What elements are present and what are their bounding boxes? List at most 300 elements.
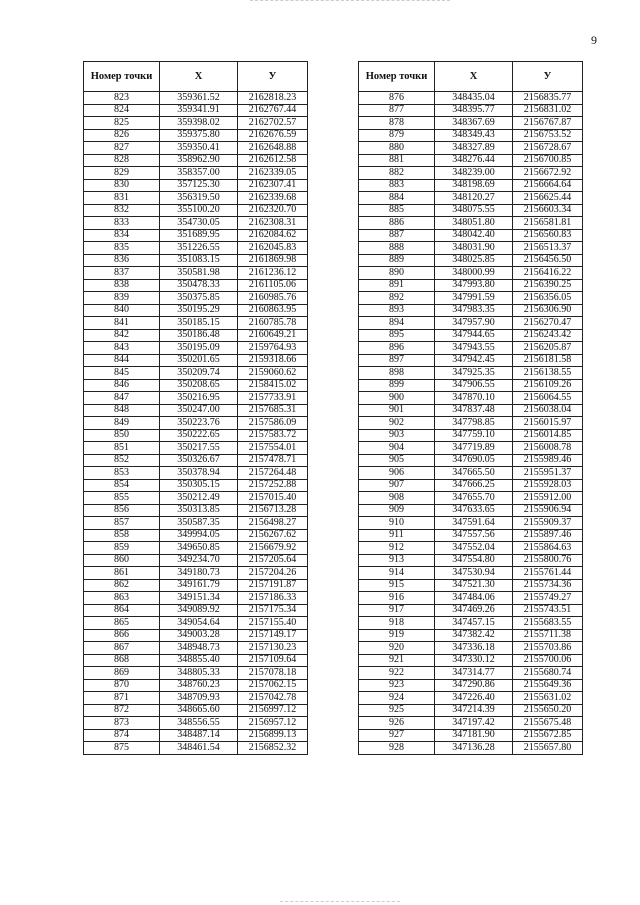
cell-x: 351226.55 bbox=[160, 242, 238, 255]
cell-x: 348000.99 bbox=[435, 267, 513, 280]
cell-point-number: 846 bbox=[84, 379, 160, 392]
cell-point-number: 824 bbox=[84, 104, 160, 117]
cell-y: 2156306.90 bbox=[513, 304, 583, 317]
cell-x: 347837.48 bbox=[435, 404, 513, 417]
cell-x: 348665.60 bbox=[160, 704, 238, 717]
cell-x: 350478.33 bbox=[160, 279, 238, 292]
table-row bbox=[359, 329, 583, 342]
cell-y: 2160785.78 bbox=[238, 317, 308, 330]
cell-point-number: 877 bbox=[359, 104, 435, 117]
cell-point-number: 842 bbox=[84, 329, 160, 342]
cell-point-number: 911 bbox=[359, 529, 435, 542]
cell-x: 359361.52 bbox=[160, 92, 238, 105]
cell-point-number: 876 bbox=[359, 92, 435, 105]
cell-point-number: 854 bbox=[84, 479, 160, 492]
cell-x: 350185.15 bbox=[160, 317, 238, 330]
cell-y: 2155989.46 bbox=[513, 454, 583, 467]
cell-x: 348025.85 bbox=[435, 254, 513, 267]
table-row bbox=[84, 479, 308, 492]
page-number: 9 bbox=[591, 33, 597, 47]
cell-x: 348042.40 bbox=[435, 229, 513, 242]
cell-y: 2160863.95 bbox=[238, 304, 308, 317]
cell-point-number: 914 bbox=[359, 567, 435, 580]
table-row bbox=[84, 442, 308, 455]
table-row bbox=[84, 454, 308, 467]
table-row bbox=[84, 629, 308, 642]
cell-y: 2157175.34 bbox=[238, 604, 308, 617]
cell-point-number: 872 bbox=[84, 704, 160, 717]
cell-y: 2162308.31 bbox=[238, 217, 308, 230]
cell-point-number: 899 bbox=[359, 379, 435, 392]
table-row bbox=[84, 304, 308, 317]
table-row bbox=[359, 179, 583, 192]
cell-y: 2156997.12 bbox=[238, 704, 308, 717]
header-x: X bbox=[435, 62, 513, 92]
cell-y: 2157204.26 bbox=[238, 567, 308, 580]
cell-x: 348855.40 bbox=[160, 654, 238, 667]
table-row bbox=[359, 579, 583, 592]
cell-point-number: 873 bbox=[84, 717, 160, 730]
table-row bbox=[84, 92, 308, 105]
cell-y: 2156181.58 bbox=[513, 354, 583, 367]
cell-y: 2157042.78 bbox=[238, 692, 308, 705]
cell-y: 2157186.33 bbox=[238, 592, 308, 605]
cell-point-number: 861 bbox=[84, 567, 160, 580]
cell-x: 348276.44 bbox=[435, 154, 513, 167]
table-row bbox=[359, 692, 583, 705]
cell-x: 350587.35 bbox=[160, 517, 238, 530]
table-row bbox=[359, 154, 583, 167]
table-row bbox=[84, 654, 308, 667]
table-header-row bbox=[359, 62, 583, 92]
cell-y: 2155912.00 bbox=[513, 492, 583, 505]
cell-y: 2157733.91 bbox=[238, 392, 308, 405]
cell-x: 348395.77 bbox=[435, 104, 513, 117]
cell-y: 2155680.74 bbox=[513, 667, 583, 680]
table-row bbox=[84, 704, 308, 717]
cell-y: 2156753.52 bbox=[513, 129, 583, 142]
cell-y: 2162612.58 bbox=[238, 154, 308, 167]
cell-y: 2156243.42 bbox=[513, 329, 583, 342]
cell-x: 347690.05 bbox=[435, 454, 513, 467]
cell-point-number: 898 bbox=[359, 367, 435, 380]
table-row bbox=[359, 254, 583, 267]
cell-point-number: 840 bbox=[84, 304, 160, 317]
cell-point-number: 857 bbox=[84, 517, 160, 530]
table-row bbox=[359, 417, 583, 430]
cell-x: 350195.09 bbox=[160, 342, 238, 355]
cell-x: 348367.69 bbox=[435, 117, 513, 130]
cell-y: 2162648.88 bbox=[238, 142, 308, 155]
cell-x: 347336.18 bbox=[435, 642, 513, 655]
table-row bbox=[359, 604, 583, 617]
cell-y: 2162084.62 bbox=[238, 229, 308, 242]
cell-x: 349994.05 bbox=[160, 529, 238, 542]
cell-y: 2157478.71 bbox=[238, 454, 308, 467]
cell-y: 2155897.46 bbox=[513, 529, 583, 542]
cell-point-number: 858 bbox=[84, 529, 160, 542]
cell-point-number: 825 bbox=[84, 117, 160, 130]
cell-x: 351689.95 bbox=[160, 229, 238, 242]
cell-y: 2156957.12 bbox=[238, 717, 308, 730]
table-row bbox=[359, 404, 583, 417]
cell-point-number: 835 bbox=[84, 242, 160, 255]
cell-x: 348120.27 bbox=[435, 192, 513, 205]
cell-y: 2156679.92 bbox=[238, 542, 308, 555]
cell-point-number: 882 bbox=[359, 167, 435, 180]
header-x: X bbox=[160, 62, 238, 92]
scan-artifact-top bbox=[250, 0, 450, 3]
cell-point-number: 836 bbox=[84, 254, 160, 267]
cell-point-number: 903 bbox=[359, 429, 435, 442]
cell-y: 2156015.97 bbox=[513, 417, 583, 430]
cell-y: 2156625.44 bbox=[513, 192, 583, 205]
cell-x: 347666.25 bbox=[435, 479, 513, 492]
cell-x: 349003.28 bbox=[160, 629, 238, 642]
cell-point-number: 844 bbox=[84, 354, 160, 367]
table-row bbox=[359, 642, 583, 655]
table-row bbox=[84, 154, 308, 167]
cell-y: 2156767.87 bbox=[513, 117, 583, 130]
table-row bbox=[359, 379, 583, 392]
cell-x: 350222.65 bbox=[160, 429, 238, 442]
cell-point-number: 856 bbox=[84, 504, 160, 517]
cell-y: 2157586.09 bbox=[238, 417, 308, 430]
table-body-left bbox=[84, 92, 308, 755]
table-row bbox=[84, 354, 308, 367]
cell-x: 348051.80 bbox=[435, 217, 513, 230]
cell-y: 2156700.85 bbox=[513, 154, 583, 167]
cell-point-number: 855 bbox=[84, 492, 160, 505]
cell-x: 347181.90 bbox=[435, 729, 513, 742]
cell-y: 2155909.37 bbox=[513, 517, 583, 530]
cell-point-number: 852 bbox=[84, 454, 160, 467]
cell-x: 347226.40 bbox=[435, 692, 513, 705]
cell-x: 350378.94 bbox=[160, 467, 238, 480]
table-row bbox=[359, 342, 583, 355]
table-row bbox=[359, 517, 583, 530]
cell-point-number: 917 bbox=[359, 604, 435, 617]
cell-y: 2162307.41 bbox=[238, 179, 308, 192]
table-row bbox=[84, 254, 308, 267]
cell-y: 2158415.02 bbox=[238, 379, 308, 392]
cell-y: 2157155.40 bbox=[238, 617, 308, 630]
cell-y: 2157252.88 bbox=[238, 479, 308, 492]
table-row bbox=[359, 317, 583, 330]
cell-y: 2155749.27 bbox=[513, 592, 583, 605]
table-row bbox=[84, 592, 308, 605]
cell-point-number: 864 bbox=[84, 604, 160, 617]
cell-x: 359398.02 bbox=[160, 117, 238, 130]
table-row bbox=[359, 192, 583, 205]
cell-point-number: 826 bbox=[84, 129, 160, 142]
table-row bbox=[359, 204, 583, 217]
cell-y: 2157191.87 bbox=[238, 579, 308, 592]
cell-point-number: 834 bbox=[84, 229, 160, 242]
cell-y: 2157583.72 bbox=[238, 429, 308, 442]
cell-x: 347993.80 bbox=[435, 279, 513, 292]
cell-x: 358962.90 bbox=[160, 154, 238, 167]
table-row bbox=[359, 717, 583, 730]
cell-y: 2159764.93 bbox=[238, 342, 308, 355]
cell-point-number: 839 bbox=[84, 292, 160, 305]
cell-y: 2157205.64 bbox=[238, 554, 308, 567]
cell-point-number: 838 bbox=[84, 279, 160, 292]
cell-x: 347552.04 bbox=[435, 542, 513, 555]
table-row bbox=[359, 279, 583, 292]
cell-x: 348461.54 bbox=[160, 742, 238, 755]
table-row bbox=[84, 717, 308, 730]
cell-point-number: 853 bbox=[84, 467, 160, 480]
table-row bbox=[84, 129, 308, 142]
cell-point-number: 880 bbox=[359, 142, 435, 155]
table-row bbox=[84, 517, 308, 530]
cell-x: 347530.94 bbox=[435, 567, 513, 580]
table-row bbox=[359, 679, 583, 692]
cell-point-number: 870 bbox=[84, 679, 160, 692]
cell-y: 2155700.06 bbox=[513, 654, 583, 667]
cell-y: 2156498.27 bbox=[238, 517, 308, 530]
table-row bbox=[84, 604, 308, 617]
cell-y: 2162045.83 bbox=[238, 242, 308, 255]
cell-point-number: 865 bbox=[84, 617, 160, 630]
cell-x: 350186.48 bbox=[160, 329, 238, 342]
table-row bbox=[84, 104, 308, 117]
cell-x: 347991.59 bbox=[435, 292, 513, 305]
cell-y: 2157078.18 bbox=[238, 667, 308, 680]
cell-x: 347906.55 bbox=[435, 379, 513, 392]
table-row bbox=[359, 542, 583, 555]
scan-artifact-bottom bbox=[280, 901, 400, 903]
cell-point-number: 874 bbox=[84, 729, 160, 742]
cell-x: 356319.50 bbox=[160, 192, 238, 205]
cell-point-number: 841 bbox=[84, 317, 160, 330]
table-row bbox=[84, 642, 308, 655]
table-row bbox=[359, 229, 583, 242]
table-row bbox=[359, 292, 583, 305]
table-row bbox=[359, 104, 583, 117]
header-point-number: Номер точки bbox=[359, 62, 435, 92]
cell-x: 349180.73 bbox=[160, 567, 238, 580]
cell-y: 2155951.37 bbox=[513, 467, 583, 480]
table-row bbox=[359, 304, 583, 317]
cell-point-number: 881 bbox=[359, 154, 435, 167]
cell-x: 347798.85 bbox=[435, 417, 513, 430]
cell-y: 2161869.98 bbox=[238, 254, 308, 267]
cell-x: 347655.70 bbox=[435, 492, 513, 505]
table-row bbox=[359, 592, 583, 605]
cell-x: 347957.90 bbox=[435, 317, 513, 330]
cell-x: 347469.26 bbox=[435, 604, 513, 617]
table-row bbox=[84, 567, 308, 580]
table-row bbox=[84, 742, 308, 755]
cell-y: 2157554.01 bbox=[238, 442, 308, 455]
table-row bbox=[84, 204, 308, 217]
cell-point-number: 869 bbox=[84, 667, 160, 680]
cell-y: 2156014.85 bbox=[513, 429, 583, 442]
table-row bbox=[359, 367, 583, 380]
cell-x: 347314.77 bbox=[435, 667, 513, 680]
cell-x: 349161.79 bbox=[160, 579, 238, 592]
cell-point-number: 888 bbox=[359, 242, 435, 255]
table-row bbox=[359, 117, 583, 130]
cell-y: 2157015.40 bbox=[238, 492, 308, 505]
table-row bbox=[84, 429, 308, 442]
cell-x: 347925.35 bbox=[435, 367, 513, 380]
cell-y: 2156664.64 bbox=[513, 179, 583, 192]
cell-y: 2155649.36 bbox=[513, 679, 583, 692]
table-body-right bbox=[359, 92, 583, 755]
cell-x: 348709.93 bbox=[160, 692, 238, 705]
cell-y: 2162339.68 bbox=[238, 192, 308, 205]
cell-point-number: 887 bbox=[359, 229, 435, 242]
table-row bbox=[84, 179, 308, 192]
cell-x: 355100.20 bbox=[160, 204, 238, 217]
cell-x: 350581.98 bbox=[160, 267, 238, 280]
table-row bbox=[359, 217, 583, 230]
cell-point-number: 845 bbox=[84, 367, 160, 380]
cell-x: 347942.45 bbox=[435, 354, 513, 367]
cell-x: 347382.42 bbox=[435, 629, 513, 642]
cell-y: 2159318.66 bbox=[238, 354, 308, 367]
cell-y: 2155672.85 bbox=[513, 729, 583, 742]
table-row bbox=[359, 242, 583, 255]
cell-x: 348075.55 bbox=[435, 204, 513, 217]
cell-y: 2155703.86 bbox=[513, 642, 583, 655]
cell-y: 2157264.48 bbox=[238, 467, 308, 480]
cell-point-number: 907 bbox=[359, 479, 435, 492]
table-row bbox=[84, 367, 308, 380]
cell-y: 2156038.04 bbox=[513, 404, 583, 417]
table-row bbox=[84, 142, 308, 155]
table-row bbox=[359, 704, 583, 717]
cell-x: 347665.50 bbox=[435, 467, 513, 480]
cell-y: 2157062.15 bbox=[238, 679, 308, 692]
cell-point-number: 913 bbox=[359, 554, 435, 567]
cell-point-number: 850 bbox=[84, 429, 160, 442]
cell-x: 350326.67 bbox=[160, 454, 238, 467]
cell-x: 348349.43 bbox=[435, 129, 513, 142]
table-row bbox=[359, 504, 583, 517]
cell-point-number: 831 bbox=[84, 192, 160, 205]
cell-x: 347214.39 bbox=[435, 704, 513, 717]
table-row bbox=[359, 742, 583, 755]
cell-point-number: 884 bbox=[359, 192, 435, 205]
cell-x: 348239.00 bbox=[435, 167, 513, 180]
cell-point-number: 896 bbox=[359, 342, 435, 355]
cell-y: 2156416.22 bbox=[513, 267, 583, 280]
cell-point-number: 889 bbox=[359, 254, 435, 267]
cell-x: 348556.55 bbox=[160, 717, 238, 730]
cell-y: 2156008.78 bbox=[513, 442, 583, 455]
cell-point-number: 901 bbox=[359, 404, 435, 417]
cell-point-number: 897 bbox=[359, 354, 435, 367]
table-row bbox=[84, 167, 308, 180]
cell-point-number: 924 bbox=[359, 692, 435, 705]
cell-y: 2155800.76 bbox=[513, 554, 583, 567]
cell-point-number: 827 bbox=[84, 142, 160, 155]
cell-x: 349650.85 bbox=[160, 542, 238, 555]
cell-x: 348948.73 bbox=[160, 642, 238, 655]
cell-point-number: 829 bbox=[84, 167, 160, 180]
cell-x: 349089.92 bbox=[160, 604, 238, 617]
table-row bbox=[84, 404, 308, 417]
cell-x: 349151.34 bbox=[160, 592, 238, 605]
cell-x: 350223.76 bbox=[160, 417, 238, 430]
cell-point-number: 833 bbox=[84, 217, 160, 230]
cell-point-number: 886 bbox=[359, 217, 435, 230]
cell-x: 350305.15 bbox=[160, 479, 238, 492]
cell-point-number: 883 bbox=[359, 179, 435, 192]
cell-y: 2162676.59 bbox=[238, 129, 308, 142]
cell-x: 347759.10 bbox=[435, 429, 513, 442]
table-row bbox=[84, 392, 308, 405]
cell-x: 347554.80 bbox=[435, 554, 513, 567]
cell-point-number: 879 bbox=[359, 129, 435, 142]
cell-point-number: 923 bbox=[359, 679, 435, 692]
cell-x: 348327.89 bbox=[435, 142, 513, 155]
cell-point-number: 906 bbox=[359, 467, 435, 480]
cell-point-number: 871 bbox=[84, 692, 160, 705]
cell-y: 2161105.06 bbox=[238, 279, 308, 292]
cell-x: 350212.49 bbox=[160, 492, 238, 505]
cell-x: 347591.64 bbox=[435, 517, 513, 530]
table-row bbox=[84, 504, 308, 517]
cell-point-number: 847 bbox=[84, 392, 160, 405]
cell-y: 2162767.44 bbox=[238, 104, 308, 117]
cell-point-number: 905 bbox=[359, 454, 435, 467]
cell-x: 350195.29 bbox=[160, 304, 238, 317]
cell-x: 350209.74 bbox=[160, 367, 238, 380]
table-row bbox=[359, 267, 583, 280]
cell-point-number: 823 bbox=[84, 92, 160, 105]
cell-y: 2156356.05 bbox=[513, 292, 583, 305]
cell-x: 348435.04 bbox=[435, 92, 513, 105]
cell-y: 2155761.44 bbox=[513, 567, 583, 580]
table-row bbox=[359, 567, 583, 580]
cell-point-number: 878 bbox=[359, 117, 435, 130]
cell-x: 354730.05 bbox=[160, 217, 238, 230]
table-row bbox=[359, 654, 583, 667]
cell-point-number: 828 bbox=[84, 154, 160, 167]
cell-point-number: 916 bbox=[359, 592, 435, 605]
table-row bbox=[84, 379, 308, 392]
cell-point-number: 859 bbox=[84, 542, 160, 555]
table-row bbox=[84, 192, 308, 205]
cell-y: 2162320.70 bbox=[238, 204, 308, 217]
cell-y: 2156205.87 bbox=[513, 342, 583, 355]
cell-point-number: 894 bbox=[359, 317, 435, 330]
cell-x: 358357.00 bbox=[160, 167, 238, 180]
cell-y: 2156560.83 bbox=[513, 229, 583, 242]
cell-x: 347484.06 bbox=[435, 592, 513, 605]
cell-x: 347557.56 bbox=[435, 529, 513, 542]
cell-x: 349054.64 bbox=[160, 617, 238, 630]
table-header-row bbox=[84, 62, 308, 92]
cell-y: 2160649.21 bbox=[238, 329, 308, 342]
cell-point-number: 909 bbox=[359, 504, 435, 517]
cell-y: 2162339.05 bbox=[238, 167, 308, 180]
cell-y: 2156064.55 bbox=[513, 392, 583, 405]
cell-y: 2156513.37 bbox=[513, 242, 583, 255]
cell-point-number: 843 bbox=[84, 342, 160, 355]
cell-y: 2155711.38 bbox=[513, 629, 583, 642]
header-y: У bbox=[238, 62, 308, 92]
cell-point-number: 890 bbox=[359, 267, 435, 280]
cell-point-number: 915 bbox=[359, 579, 435, 592]
table-row bbox=[84, 679, 308, 692]
cell-point-number: 919 bbox=[359, 629, 435, 642]
